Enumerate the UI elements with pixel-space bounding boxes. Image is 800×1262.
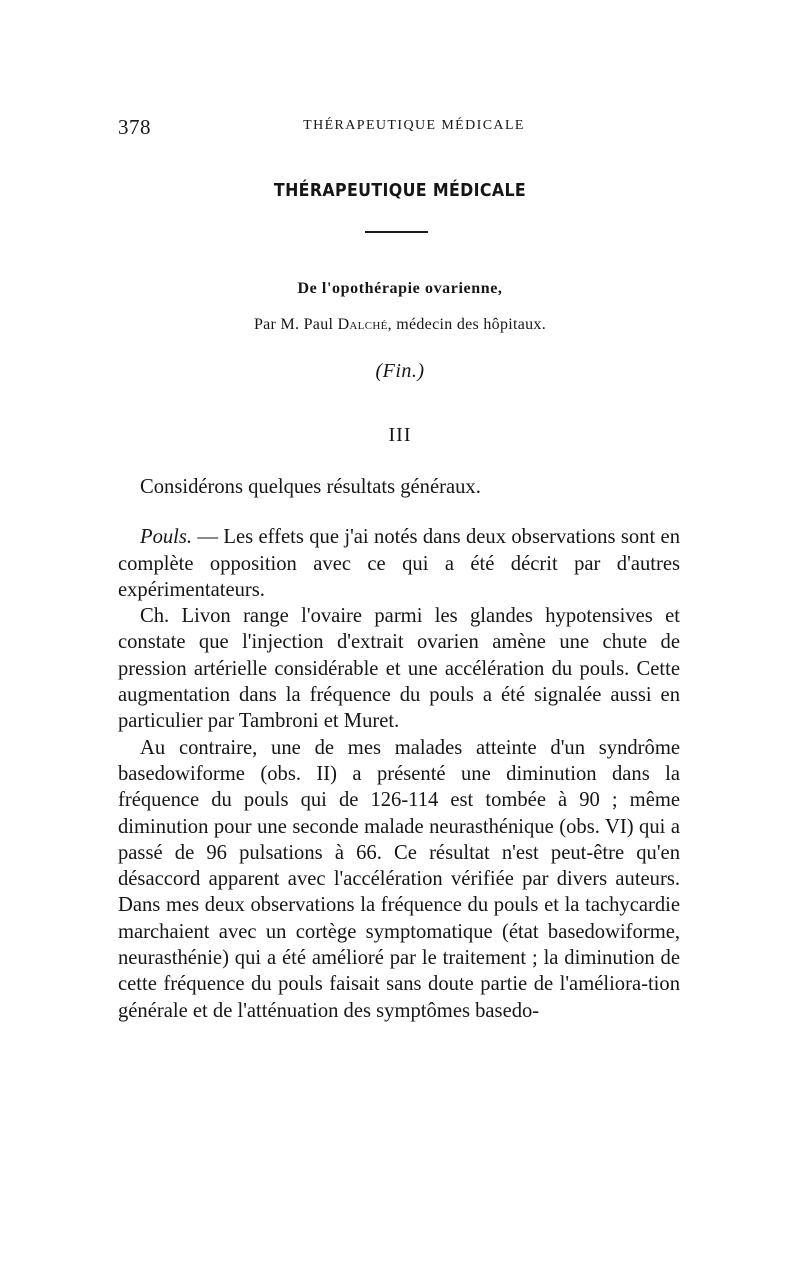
paragraph-intro: Considérons quelques résultats généraux. — [140, 476, 481, 498]
byline — [0, 316, 800, 334]
body-text — [118, 474, 680, 1024]
running-header — [118, 115, 680, 139]
title-divider — [365, 231, 428, 233]
part-number: III — [388, 424, 412, 446]
byline-suffix: médecin des hôpitaux. — [396, 316, 547, 333]
page-number: 378 — [118, 115, 151, 139]
paragraph-pouls-text: — Les effets que j'ai notés dans deux observations sont en complète opposition avec ce qui a été décrit par d'autres expérimentateurs. — [118, 526, 680, 601]
paragraph-lead: Pouls. — [140, 526, 193, 549]
running-title: THÉRAPEUTIQUE MÉDICALE — [303, 118, 525, 133]
paragraph-contraire: Au contraire, une de mes malades atteinte d'un syndrôme basedowiforme (obs. II) a présenté une diminution dans la fréquence du pouls qui de 126-114 est tombée à 90 ; même diminution pour une seconde malade neurasthénique (obs. VI) qui a passé de 96 pulsations à 66. Ce résultat n'est peut-être qu'en désaccord apparent avec l'accélération vérifiée par divers auteurs. Dans mes deux observations la fréquence du pouls et la tachycardie marchaient avec un cortège symptomatique (état basedowiforme, neurasthénie) qui a été amélioré par le traitement ; la diminution de cette fréquence du pouls faisait sans doute partie de l'améliora-tion générale et de l'atténuation des symptômes basedo- — [118, 736, 680, 1022]
article-title: De l'opothérapie ovarienne, — [297, 280, 503, 297]
paragraph-livon: Ch. Livon range l'ovaire parmi les glandes hypotensives et constate que l'injection d'extrait ovarien amène une chute de pression artérielle considérable et une accélération du pouls. Cette augmentation dans la fréquence du pouls a été signalée aussi en particulier par Tambroni et Muret. — [118, 605, 680, 733]
paragraph-pouls — [118, 524, 680, 603]
continuation-note: (Fin.) — [375, 360, 425, 382]
byline-prefix: Par M. Paul — [253, 316, 334, 333]
section-title: THÉRAPEUTIQUE MÉDICALE — [273, 180, 527, 201]
byline-author: Dalché, — [337, 316, 392, 333]
